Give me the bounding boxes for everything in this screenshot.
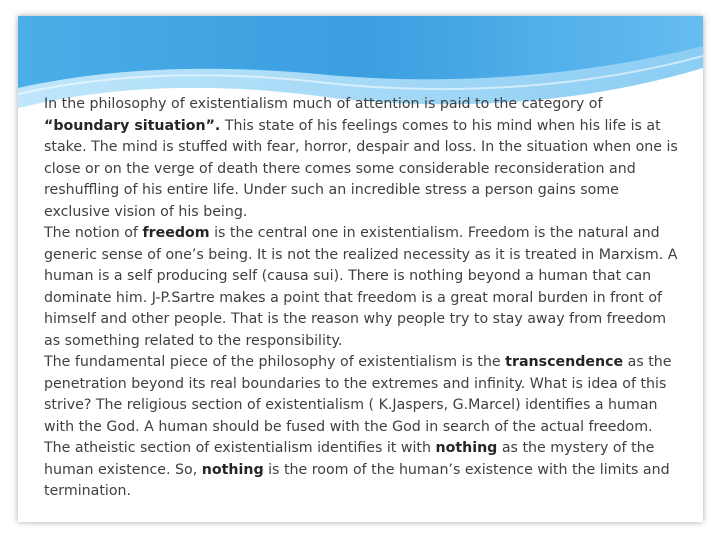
paragraph-transcendence xyxy=(44,352,680,503)
bold-term-boundary-situation: “boundary situation”. xyxy=(44,117,221,134)
text-run: is the room of the human’s existence with the limits and termination. xyxy=(44,461,670,499)
bold-term-transcendence: transcendence xyxy=(505,354,624,370)
text-run: as the penetration beyond its real boundaries to the extremes and infinity. What is idea of this strive? The religious section of existentialism ( K.Jaspers, G.Marcel) identifies a human with the God. A human should be fused with the God in search of the actual freedom. The atheistic section of existentialism identifies it with xyxy=(44,354,672,456)
paragraph-boundary-situation xyxy=(44,94,680,223)
text-run: The fundamental piece of the philosophy of existentialism is the xyxy=(44,354,506,370)
text-run: as the mystery of the human existence. So, xyxy=(44,440,655,478)
text-run: This state of his feelings comes to his mind when his life is at stake. The mind is stuffed with fear, horror, despair and loss. In the situation when one is close or on the verge of death there comes some considerable reconsideration and reshuffling of his entire life. Under such an incredible stress a person gains some exclusive vision of his being. xyxy=(44,117,678,220)
slide xyxy=(18,16,703,522)
text-run: In the philosophy of existentialism much of attention is paid to the category of xyxy=(44,96,603,112)
bold-term-nothing: nothing xyxy=(435,440,498,456)
bold-term-freedom: freedom xyxy=(142,225,210,241)
paragraph-freedom xyxy=(44,223,680,352)
body-text xyxy=(44,94,680,503)
text-run: The notion of xyxy=(44,225,143,241)
bold-term-nothing: nothing xyxy=(201,461,264,478)
text-run: is the central one in existentialism. Freedom is the natural and generic sense of one’s being. It is not the realized necessity as it is treated in Marxism. A human is a self producing self (causa sui). There is nothing beyond a human that can dominate him. J-P.Sartre makes a point that freedom is a great moral burden in front of himself and other people. That is the reason why people try to stay away from freedom as something related to the responsibility. xyxy=(44,225,678,349)
